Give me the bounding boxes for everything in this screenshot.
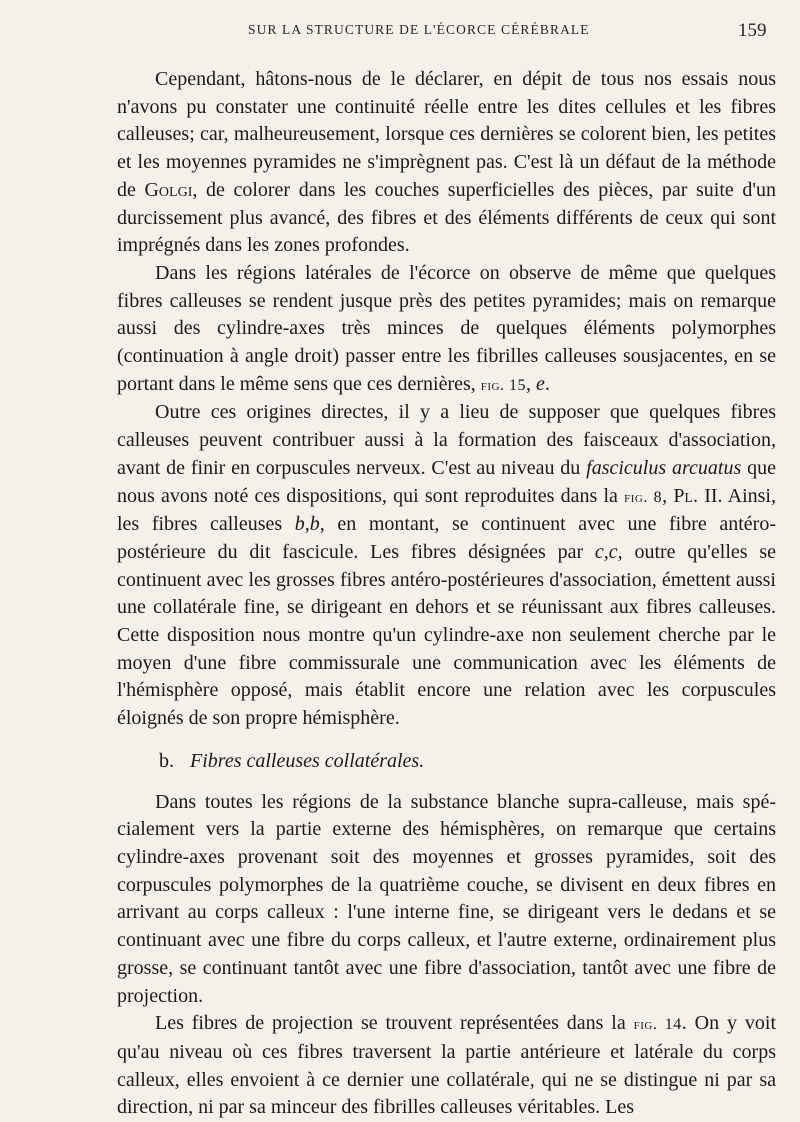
figure-reference: fig. 15 [480,376,526,394]
fasciculus-term: fasciculus arcuatus [586,456,742,479]
running-head: SUR LA STRUCTURE DE L'ÉCORCE CÉRÉBRALE [248,22,590,37]
page-number: 159 [738,20,767,41]
paragraph-3-mid: , [662,484,674,507]
paragraph-3-rest: , outre qu'elles se continuent avec les grosses fibres antéro-postérieures d'association, émettent aussi une collatérale fine, se dirigeant en dehors et se réunissant aux fibres calleuses. Cette disposition nous montre qu'un cylindre-axe non seulement cherche par le moyen d'une fibre commissurale une communication avec les éléments de l'hémisphère opposé, mais établit encore une relation avec les corpuscules éloignés de son propre hémisphère. [117,540,776,730]
paragraph-2 [117,260,776,400]
author-golgi: Golgi [144,178,193,201]
paragraph-5 [117,1010,776,1122]
figure-label: c,c [594,540,618,563]
paragraph-3-text: Outre ces origines directes, il y a lieu de supposer que quelques fibres calleuses peuvent contribuer aussi à la formation des faisceaux d'association, avant de finir en corpuscules nerveux. C'est au niveau du [117,401,776,479]
figure-label: e [536,372,545,395]
paragraph-2-end: . [544,372,550,395]
plate-reference: Pl. II [673,484,718,507]
section-heading [159,748,776,776]
section-title: Fibres calleuses collatérales. [190,749,425,772]
section-letter: b. [159,749,174,772]
page-header [0,20,800,48]
paragraph-5-rest: . On y voit qu'au niveau où ces fibres traversent la partie antérieure et latérale du corps calleux, elles envoient à ce dernier une collatérale, qui ne se distingue ni par sa direction, ni par sa minceur des fibrilles calleuses véritables. Les [117,1012,776,1119]
paragraph-4: Dans toutes les régions de la substance blanche supra-calleuse, mais spécialement vers la partie externe des hémisphères, on remarque que certains cylindre-axes provenant soit des moyennes et grosses pyramides, soit des corpuscules polymorphes de la quatrième couche, se divisent en deux fibres en arrivant au corps calleux : l'une interne fine, se dirigeant vers le dedans et se continuant avec une fibre du corps calleux, et l'autre externe, ordinairement plus grosse, se continuant tantôt avec une fibre d'association, tantôt avec une fibre de projection. [117,790,776,1007]
figure-label: b,b [294,513,320,536]
figure-reference: fig. 8 [624,488,663,506]
figure-reference: fig. 14 [633,1016,682,1034]
separator: , [526,372,536,395]
paragraph-3-mid: . Ainsi, les fibres calleuses [117,484,776,536]
paragraph-3-mid: que nous avons noté ces dispositions, qui sont reproduites dans la [117,456,776,507]
paragraph-2-text: Dans les régions latérales de l'écorce on observe de même que quelques fibres calleuses se rendent jusque près des petites pyramides; mais on remarque aussi des cylindre-axes très minces de quelques éléments polymorphes (continuation à angle droit) passer entre les fibrilles calleuses sousjacentes, en se portant dans le même sens que ces dernières, [117,261,776,395]
paragraph-3 [117,399,776,732]
paragraph-1-text: Cependant, hâtons-nous de le déclarer, en dépit de tous nos essais nous n'avons pu constater une continuité réelle entre les dites cellules et les fibres calleuses; car, malheureusement, lorsque ces dernières se colorent bien, les petites et les moyennes pyramides ne s'imprègnent pas. C'est là un défaut de la méthode de [117,68,776,201]
page-body [117,66,776,1122]
paragraph-3-mid: , en montant, se continuent avec une fibre antéro-postérieure du dit fascicule. Les fibres désignées par [117,513,776,563]
paragraph-1-rest: , de colorer dans les couches superficielles des pièces, par suite d'un durcissement plus avancé, des fibres et des éléments différents de ceux qui sont imprégnés dans les zones profondes. [117,178,776,257]
paragraph-5-start: Les fibres de projection se trouvent représentées dans la [155,1012,634,1035]
paragraph-1 [117,66,776,260]
